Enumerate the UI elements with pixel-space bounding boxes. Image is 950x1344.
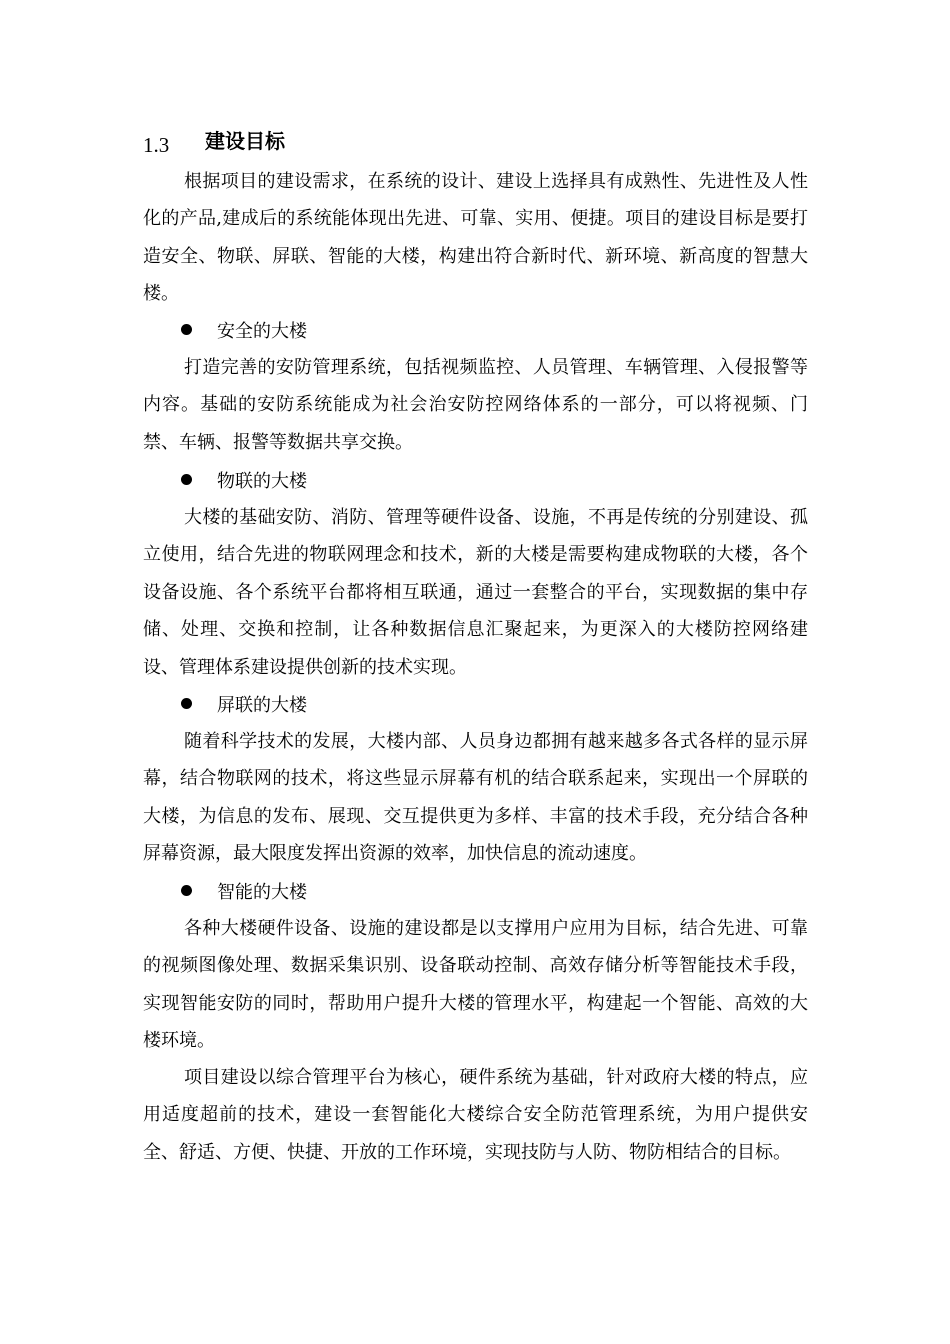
- bullet-dot-icon: [181, 474, 192, 485]
- bullet-title: 物联的大楼: [217, 470, 307, 492]
- bullet-item-screen: [181, 685, 307, 722]
- intro-paragraph: 根据项目的建设需求，在系统的设计、建设上选择具有成熟性、先进性及人性化的产品,建成后的系统能体现出先进、可靠、实用、便捷。项目的建设目标是要打造安全、物联、屏联、智能的大楼，构建出符合新时代、新环境、新高度的智慧大楼。: [143, 171, 808, 305]
- section-heading: [143, 122, 285, 156]
- bullet-item-security: [181, 311, 307, 348]
- bullet-title: 智能的大楼: [217, 881, 307, 903]
- conclusion-paragraph: 项目建设以综合管理平台为核心，硬件系统为基础，针对政府大楼的特点，应用适度超前的技术，建设一套智能化大楼综合安全防范管理系统，为用户提供安全、舒适、方便、快捷、开放的工作环境，实现技防与人防、物防相结合的目标。: [143, 1067, 808, 1163]
- bullet-dot-icon: [181, 885, 192, 896]
- bullet-title: 安全的大楼: [217, 320, 307, 342]
- bullet-item-iot: [181, 461, 307, 498]
- section-title: 建设目标: [205, 128, 285, 153]
- section-number: 1.3: [143, 132, 170, 157]
- bullet-item-smart: [181, 872, 307, 909]
- bullet-dot-icon: [181, 324, 192, 335]
- bullet-title: 屏联的大楼: [217, 694, 307, 716]
- smart-paragraph: 各种大楼硬件设备、设施的建设都是以支撑用户应用为目标，结合先进、可靠的视频图像处理、数据采集识别、设备联动控制、高效存储分析等智能技术手段，实现智能安防的同时，帮助用户提升大楼的管理水平，构建起一个智能、高效的大楼环境。: [143, 918, 808, 1052]
- security-paragraph: 打造完善的安防管理系统，包括视频监控、人员管理、车辆管理、入侵报警等内容。基础的安防系统能成为社会治安防控网络体系的一部分，可以将视频、门禁、车辆、报警等数据共享交换。: [143, 357, 808, 453]
- screen-paragraph: 随着科学技术的发展，大楼内部、人员身边都拥有越来越多各式各样的显示屏幕，结合物联网的技术，将这些显示屏幕有机的结合联系起来，实现出一个屏联的大楼，为信息的发布、展现、交互提供更为多样、丰富的技术手段，充分结合各种屏幕资源，最大限度发挥出资源的效率，加快信息的流动速度。: [143, 731, 808, 865]
- iot-paragraph: 大楼的基础安防、消防、管理等硬件设备、设施，不再是传统的分别建设、孤立使用，结合先进的物联网理念和技术，新的大楼是需要构建成物联的大楼，各个设备设施、各个系统平台都将相互联通，通过一套整合的平台，实现数据的集中存储、处理、交换和控制，让各种数据信息汇聚起来，为更深入的大楼防控网络建设、管理体系建设提供创新的技术实现。: [143, 507, 808, 678]
- bullet-dot-icon: [181, 698, 192, 709]
